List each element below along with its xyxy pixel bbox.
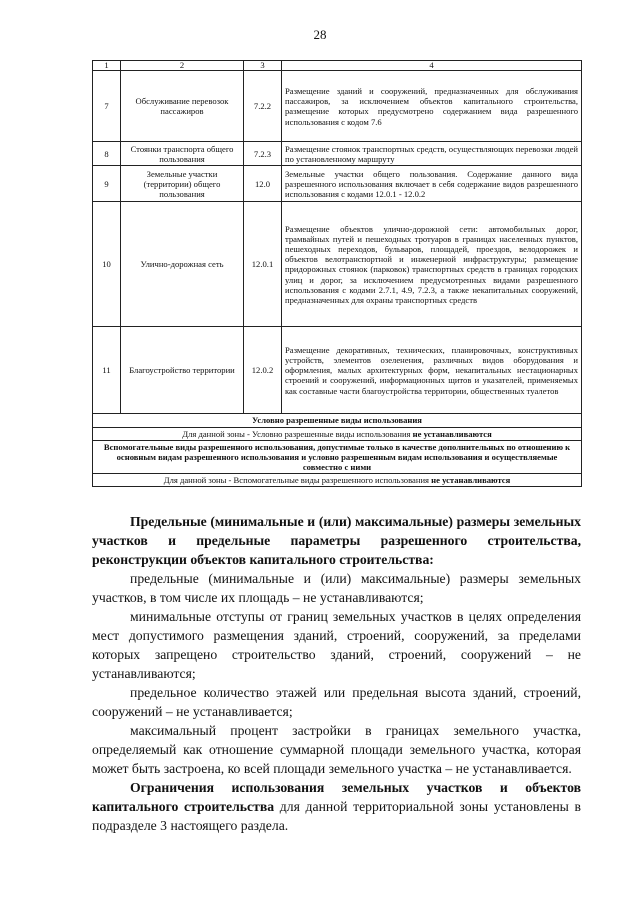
- header-cell: 2: [121, 61, 244, 71]
- limits-heading: Предельные (минимальные и (или) максимальные) размеры земельных участков и предельные параметры разрешенного строительства, реконструкции объектов капитального строительства:: [92, 514, 581, 567]
- auxiliary-uses-title-row: [93, 440, 582, 473]
- use-type-name: Земельные участки (территории) общего пользования: [121, 166, 244, 202]
- auxiliary-uses-note-row: [93, 473, 582, 486]
- table-header-row: [93, 61, 582, 71]
- table-row: [93, 202, 582, 327]
- use-type-description: Земельные участки общего пользования. Содержание данного вида разрешенного использования включает в себя содержание видов разрешенного использования с кодами 12.0.1 - 12.0.2: [282, 166, 582, 202]
- conditional-uses-note: [93, 427, 582, 440]
- restrictions-text: для данной территориальной зоны установлены в подразделе 3 настоящего раздела.: [92, 799, 581, 833]
- use-type-code: 12.0.2: [244, 327, 282, 414]
- conditional-note-status: не устанавливаются: [412, 428, 492, 439]
- use-type-description: Размещение стоянок транспортных средств, осуществляющих перевозки людей по установленному маршруту: [282, 142, 582, 166]
- use-type-code: 12.0.1: [244, 202, 282, 327]
- row-number: 10: [93, 202, 121, 327]
- restrictions-heading: Ограничения использования земельных участков и объектов капитального строительства: [92, 780, 581, 814]
- paragraph-coverage: максимальный процент застройки в границах земельного участка, определяемый как отношение суммарной площади земельного участка, которая может быть застроена, ко всей площади земельного участка – не устанавливается.: [92, 723, 581, 776]
- table-row: [93, 166, 582, 202]
- page-number: 28: [313, 27, 327, 42]
- use-type-description: Размещение объектов улично-дорожной сети: автомобильных дорог, трамвайных путей и пешеходных тротуаров в границах населенных пунктов, пешеходных переходов, бульваров, площадей, проездов, велодорожек и объектов велотранспортной и инженерной инфраструктуры; размещение придорожных стоянок (парковок) транспортных средств в границах городских улиц и дорог, за исключением предусмотренных видами разрешенного использования с кодами 2.7.1, 4.9, 7.2.3, а также некапитальных сооружений, предназначенных для охраны транспортных средств: [282, 202, 582, 327]
- paragraph-plot-area: предельные (минимальные и (или) максимальные) размеры земельных участков, в том числе их площадь – не устанавливаются;: [92, 571, 581, 605]
- table-row: [93, 71, 582, 142]
- header-cell: 1: [93, 61, 121, 71]
- land-use-table: [92, 60, 582, 487]
- paragraph-floors: предельное количество этажей или предельная высота зданий, строений, сооружений – не устанавливается;: [92, 685, 581, 719]
- use-type-description: Размещение зданий и сооружений, предназначенных для обслуживания пассажиров, за исключением объектов капитального строительства, размещение которых предусмотрено содержанием вида разрешенного использования с кодом 7.6: [282, 71, 582, 142]
- use-type-code: 12.0: [244, 166, 282, 202]
- header-cell: 4: [282, 61, 582, 71]
- conditional-uses-title: Условно разрешенные виды использования: [93, 414, 582, 427]
- use-type-name: Благоустройство территории: [121, 327, 244, 414]
- use-type-code: 7.2.3: [244, 142, 282, 166]
- conditional-uses-note-row: [93, 427, 582, 440]
- use-type-code: 7.2.2: [244, 71, 282, 142]
- table-row: [93, 142, 582, 166]
- auxiliary-uses-note: [93, 473, 582, 486]
- conditional-uses-title-row: [93, 414, 582, 427]
- table-row: [93, 327, 582, 414]
- use-type-name: Обслуживание перевозок пассажиров: [121, 71, 244, 142]
- auxiliary-note-text: Для данной зоны - Вспомогательные виды разрешенного использования: [163, 474, 432, 485]
- use-type-description: Размещение декоративных, технических, планировочных, конструктивных устройств, элементов озеленения, различных видов оборудования и оформления, малых архитектурных форм, некапитальных нестационарных строений и сооружений, информационных щитов и указателей, применяемых как составные части благоустройства территории, общественных туалетов: [282, 327, 582, 414]
- conditional-note-text: Для данной зоны - Условно разрешенные виды использования: [182, 428, 413, 439]
- limits-section: [92, 512, 581, 835]
- paragraph-setbacks: минимальные отступы от границ земельных участков в целях определения мест допустимого размещения зданий, строений, сооружений, за пределами которых запрещено строительство зданий, строений, сооружений – не устанавливаются;: [92, 609, 581, 681]
- paragraph-restrictions: [92, 778, 581, 835]
- auxiliary-uses-title: Вспомогательные виды разрешенного использования, допустимые только в качестве дополнительных по отношению к основным видам разрешенного использования и условно разрешенным видам использования и осуществляемые совместно с ними: [93, 440, 582, 473]
- use-type-name: Стоянки транспорта общего пользования: [121, 142, 244, 166]
- row-number: 9: [93, 166, 121, 202]
- header-cell: 3: [244, 61, 282, 71]
- row-number: 7: [93, 71, 121, 142]
- use-type-name: Улично-дорожная сеть: [121, 202, 244, 327]
- row-number: 8: [93, 142, 121, 166]
- auxiliary-note-status: не устанавливаются: [431, 474, 511, 485]
- row-number: 11: [93, 327, 121, 414]
